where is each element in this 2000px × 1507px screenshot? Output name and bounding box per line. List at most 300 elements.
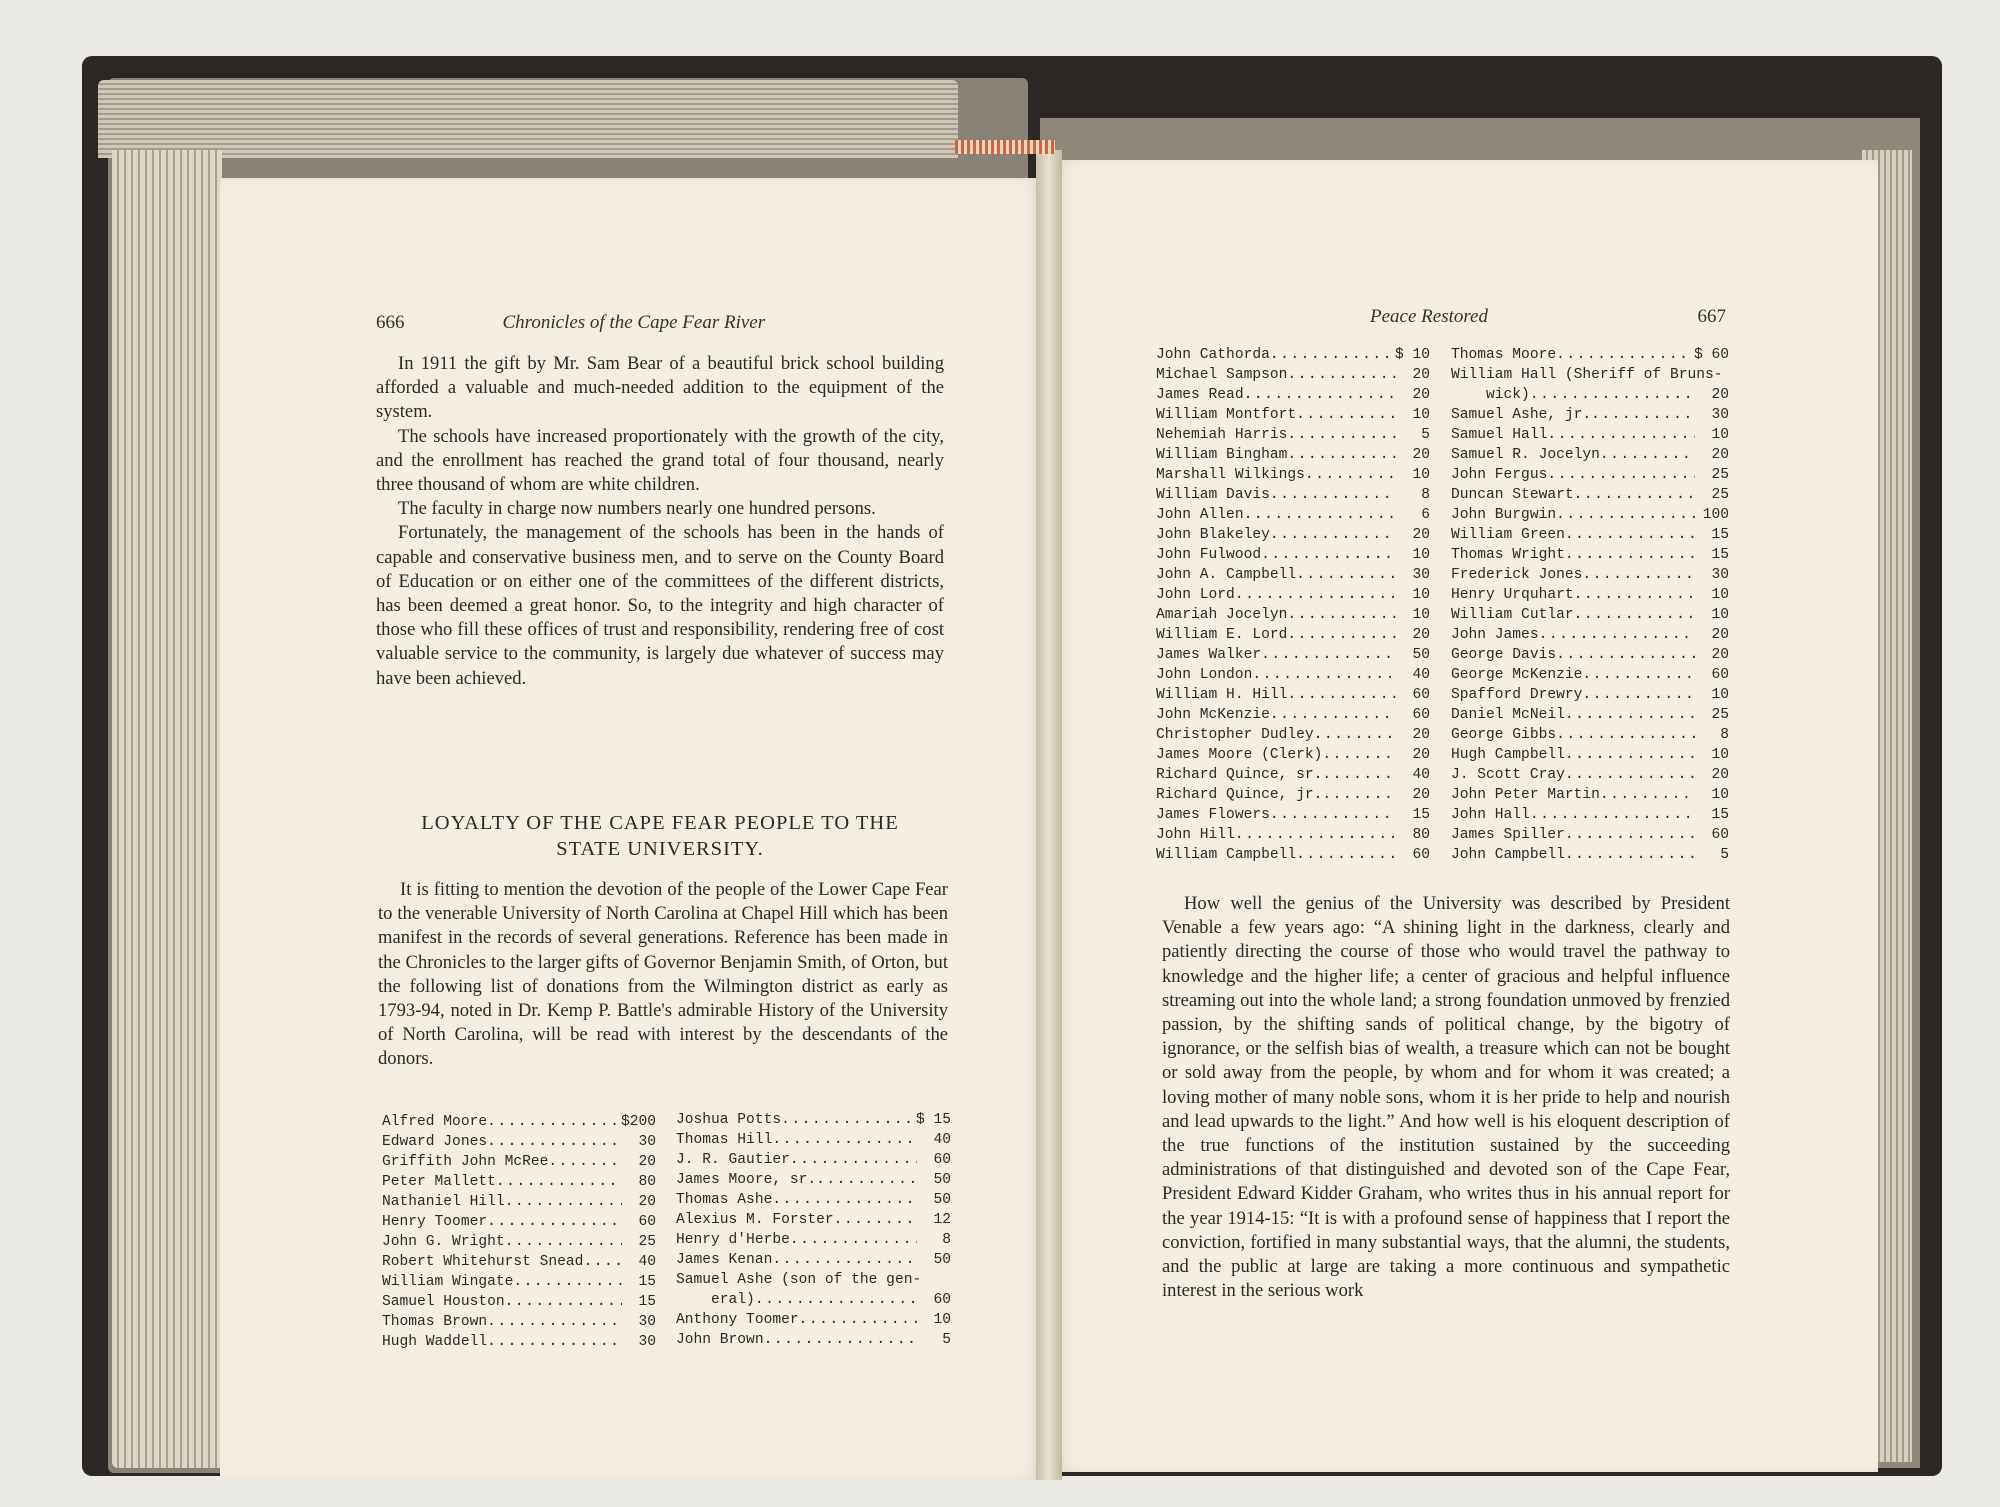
- donor-name: Hugh Campbell: [1451, 747, 1565, 763]
- donor-name: John Blakeley: [1156, 527, 1270, 543]
- leader-dots: [505, 1192, 622, 1212]
- donor-row: [1451, 785, 1729, 805]
- donor-name: William Hall (Sheriff of Bruns-: [1451, 367, 1723, 383]
- donor-row: [382, 1272, 656, 1292]
- donor-name: Alexius M. Forster: [676, 1212, 834, 1228]
- donor-row: [676, 1190, 951, 1210]
- donation-amount: 5: [942, 1332, 951, 1348]
- donation-amount: 10: [1711, 427, 1729, 443]
- leader-dots: [1556, 345, 1690, 365]
- leader-dots: [772, 1250, 917, 1270]
- leader-dots: [1556, 505, 1695, 525]
- leader-dots: [1235, 585, 1396, 605]
- paragraph: Fortunately, the management of the schools has been in the hands of capable and conservative business men, and to serve on the County Board of Education or on either one of the committees of the different districts, has been deemed a great honor. So, to the integrity and high character of those who fill these offices of trust and responsibility, rendering free of cost valuable service to the community, is largely due whatever of success may have been achieved.: [376, 522, 944, 689]
- donation-amount: 15: [1711, 527, 1729, 543]
- donor-name: William Davis: [1156, 487, 1270, 503]
- leader-dots: [772, 1190, 917, 1210]
- donation-amount: 20: [1412, 367, 1430, 383]
- leader-dots: [1322, 785, 1396, 805]
- section-heading: [376, 810, 944, 862]
- donor-row: [1451, 625, 1729, 645]
- donor-name: George McKenzie: [1451, 667, 1583, 683]
- leader-dots: [1314, 725, 1396, 745]
- section-title-line: STATE UNIVERSITY.: [556, 838, 764, 860]
- leader-dots: [1287, 605, 1396, 625]
- donor-name: Thomas Moore: [1451, 347, 1557, 363]
- donor-list-left-col1: [382, 1112, 656, 1352]
- leader-dots: [1270, 805, 1396, 825]
- leader-dots: [1270, 485, 1396, 505]
- donation-amount: 40: [638, 1254, 656, 1270]
- donation-amount: 50: [933, 1252, 951, 1268]
- donor-row: [1156, 425, 1430, 445]
- donor-list-right-col2: [1451, 345, 1729, 865]
- leader-dots: [487, 1132, 622, 1152]
- leader-dots: [1556, 725, 1695, 745]
- donation-amount: $ 60: [1693, 347, 1729, 363]
- donor-name: John Hall: [1451, 807, 1530, 823]
- donation-amount: 20: [1412, 787, 1430, 803]
- leader-dots: [1574, 485, 1695, 505]
- donation-amount: 10: [1412, 407, 1430, 423]
- leader-dots: [1565, 525, 1695, 545]
- leader-dots: [496, 1172, 622, 1192]
- leader-dots: [772, 1130, 917, 1150]
- donor-name: John James: [1451, 627, 1539, 643]
- donation-amount: 100: [1702, 507, 1729, 523]
- leader-dots: [799, 1310, 917, 1330]
- donor-row: [1451, 645, 1729, 665]
- donor-name: Samuel R. Jocelyn: [1451, 447, 1600, 463]
- donation-amount: 12: [933, 1212, 951, 1228]
- donor-row: [676, 1310, 951, 1330]
- donor-row: [1451, 745, 1729, 765]
- donation-amount: 8: [1720, 727, 1729, 743]
- donor-row: [676, 1110, 951, 1130]
- donor-name: John Fergus: [1451, 467, 1548, 483]
- donor-row: [382, 1252, 656, 1272]
- donor-name: James Kenan: [676, 1252, 773, 1268]
- leader-dots: [1287, 365, 1396, 385]
- donor-name: William H. Hill: [1156, 687, 1288, 703]
- donor-row: [1451, 365, 1729, 385]
- donor-name: Anthony Toomer: [676, 1312, 799, 1328]
- right-running-head: [1370, 306, 1726, 328]
- donor-row: [1156, 605, 1430, 625]
- donor-row: [1451, 685, 1729, 705]
- leader-dots: [1287, 425, 1396, 445]
- donor-row: [676, 1170, 951, 1190]
- donor-row: [1156, 365, 1430, 385]
- page-edges-left: [112, 150, 222, 1468]
- donor-row: [1451, 585, 1729, 605]
- donor-name: John Burgwin: [1451, 507, 1557, 523]
- leader-dots: [1287, 685, 1396, 705]
- donor-name: Joshua Potts: [676, 1112, 782, 1128]
- donor-name: Samuel Hall: [1451, 427, 1548, 443]
- donation-amount: 20: [638, 1194, 656, 1210]
- leader-dots: [790, 1230, 917, 1250]
- donation-amount: 15: [1711, 547, 1729, 563]
- donor-row: [1451, 825, 1729, 845]
- donor-row: [1451, 345, 1729, 365]
- leader-dots: [816, 1170, 917, 1190]
- donation-amount: $ 15: [915, 1112, 951, 1128]
- donation-amount: 60: [933, 1152, 951, 1168]
- donor-name: William Montfort: [1156, 407, 1297, 423]
- leader-dots: [1322, 745, 1396, 765]
- donor-row: [382, 1172, 656, 1192]
- donation-amount: 60: [1412, 847, 1430, 863]
- donor-row: [1451, 545, 1729, 565]
- leader-dots: [764, 1330, 917, 1350]
- donation-amount: $200: [620, 1114, 656, 1130]
- donor-row: [382, 1312, 656, 1332]
- donor-row: [1451, 665, 1729, 685]
- leader-dots: [1574, 585, 1695, 605]
- donation-amount: 10: [1711, 787, 1729, 803]
- donor-row: [382, 1232, 656, 1252]
- donor-row: [1451, 405, 1729, 425]
- donor-name: Duncan Stewart: [1451, 487, 1574, 503]
- donor-name: Henry Toomer: [382, 1214, 488, 1230]
- donor-row: [1156, 745, 1430, 765]
- donation-amount: 8: [1421, 487, 1430, 503]
- donation-amount: 60: [1412, 687, 1430, 703]
- donor-name: Richard Quince, sr.: [1156, 767, 1323, 783]
- leader-dots: [487, 1112, 617, 1132]
- leader-dots: [834, 1210, 917, 1230]
- donor-name: Frederick Jones: [1451, 567, 1583, 583]
- donor-name: George Davis: [1451, 647, 1557, 663]
- donation-amount: 10: [1412, 587, 1430, 603]
- donor-name: John G. Wright: [382, 1234, 505, 1250]
- donor-name: Hugh Waddell: [382, 1334, 488, 1350]
- donor-row: [1156, 545, 1430, 565]
- donation-amount: 20: [1412, 747, 1430, 763]
- donor-row: [382, 1152, 656, 1172]
- donation-amount: 80: [638, 1174, 656, 1190]
- donor-name: John Hill: [1156, 827, 1235, 843]
- leader-dots: [1582, 665, 1695, 685]
- leader-dots: [487, 1312, 622, 1332]
- leader-dots: [1244, 385, 1396, 405]
- donor-row: [1156, 645, 1430, 665]
- donor-name: eral): [676, 1292, 755, 1308]
- donor-row: [1156, 705, 1430, 725]
- donation-amount: 60: [1711, 667, 1729, 683]
- leader-dots: [790, 1150, 917, 1170]
- paragraph: The schools have increased proportionately with the growth of the city, and the enrollment has reached the grand total of four thousand, nearly three thousand of whom are white children.: [376, 425, 944, 496]
- donor-name: Alfred Moore: [382, 1114, 488, 1130]
- donation-amount: 20: [1412, 727, 1430, 743]
- donation-amount: 20: [1711, 447, 1729, 463]
- page-number: 666: [376, 312, 405, 333]
- donor-row: [1156, 385, 1430, 405]
- paragraph: How well the genius of the University was described by President Venable a few years ago: “A shining light in the darkness, clearly and patiently directing the course of those who would travel the pathway to knowledge and the higher life; a center of gracious and helpful influence streaming out into the whole land; a strong foundation unmoved by frenzied passion, by the shifting sands of political change, by the bigotry of ignorance, or the selfish bias of wealth, a treasure which can not be bought or sold away from the people, by whom and for whom it was created; a loving mother of many noble sons, whom it is her pride to help and nourish and lead upwards to the light.” And how well is his eloquent description of the true functions of the institution sustained by the succeeding administrations of that distinguished and devoted son of the Cape Fear, President Edward Kidder Graham, who writes thus in his annual report for the year 1914-15: “It is with a profound sense of happiness that I report the conviction, fortified in many substantial ways, that the alumni, the students, and the public at large are taking a more continuous and sympathetic interest in the serious work: [1162, 893, 1730, 1302]
- donor-name: James Flowers: [1156, 807, 1270, 823]
- donor-name: Spafford Drewry: [1451, 687, 1583, 703]
- donor-name: Amariah Jocelyn: [1156, 607, 1288, 623]
- donor-row: [1451, 465, 1729, 485]
- leader-dots: [1296, 845, 1396, 865]
- donor-name: Robert Whitehurst Snead: [382, 1254, 584, 1270]
- running-title: Peace Restored: [1370, 306, 1488, 327]
- leader-dots: [755, 1290, 917, 1310]
- donation-amount: 30: [1711, 567, 1729, 583]
- donor-name: John Campbell: [1451, 847, 1565, 863]
- donation-amount: 20: [1412, 387, 1430, 403]
- headband: [955, 140, 1055, 154]
- donation-amount: $ 10: [1394, 347, 1430, 363]
- donor-name: James Moore (Clerk): [1156, 747, 1323, 763]
- donor-name: William Wingate: [382, 1274, 514, 1290]
- section-body-text: [378, 878, 948, 1072]
- donor-name: J. R. Gautier: [676, 1152, 790, 1168]
- leader-dots: [1600, 445, 1695, 465]
- donor-row: [1451, 505, 1729, 525]
- donor-name: Christopher Dudley: [1156, 727, 1314, 743]
- leader-dots: [1565, 705, 1695, 725]
- leader-dots: [1574, 605, 1695, 625]
- donation-amount: 25: [1711, 467, 1729, 483]
- leader-dots: [1322, 765, 1396, 785]
- donor-name: wick): [1451, 387, 1530, 403]
- donor-row: [1156, 665, 1430, 685]
- paragraph: The faculty in charge now numbers nearly one hundred persons.: [398, 498, 876, 520]
- leader-dots: [1270, 345, 1391, 365]
- donor-row: [676, 1270, 951, 1290]
- donation-amount: 40: [933, 1132, 951, 1148]
- donor-name: Samuel Houston: [382, 1294, 505, 1310]
- donor-name: John Fulwood: [1156, 547, 1262, 563]
- leader-dots: [1244, 505, 1396, 525]
- donor-row: [676, 1330, 951, 1350]
- donation-amount: 10: [1711, 587, 1729, 603]
- donor-row: [676, 1290, 951, 1310]
- donor-row: [1451, 605, 1729, 625]
- donation-amount: 20: [638, 1154, 656, 1170]
- donor-name: James Read: [1156, 387, 1244, 403]
- donation-amount: 30: [1412, 567, 1430, 583]
- donation-amount: 80: [1412, 827, 1430, 843]
- leader-dots: [513, 1272, 622, 1292]
- donation-amount: 30: [1711, 407, 1729, 423]
- donor-row: [1156, 525, 1430, 545]
- leader-dots: [1582, 685, 1695, 705]
- donation-amount: 60: [638, 1214, 656, 1230]
- leader-dots: [1565, 845, 1695, 865]
- leader-dots: [1530, 805, 1695, 825]
- leader-dots: [1261, 645, 1396, 665]
- donation-amount: 60: [1412, 707, 1430, 723]
- donor-name: James Moore, sr.: [676, 1172, 817, 1188]
- donor-name: Michael Sampson: [1156, 367, 1288, 383]
- donation-amount: 30: [638, 1134, 656, 1150]
- donor-row: [1451, 485, 1729, 505]
- donor-row: [382, 1212, 656, 1232]
- leader-dots: [1591, 405, 1695, 425]
- donor-row: [1451, 385, 1729, 405]
- donation-amount: 15: [638, 1294, 656, 1310]
- donor-row: [382, 1332, 656, 1352]
- donor-name: Marshall Wilkings: [1156, 467, 1305, 483]
- donor-row: [1156, 685, 1430, 705]
- donor-row: [676, 1150, 951, 1170]
- donor-name: John London: [1156, 667, 1253, 683]
- donation-amount: 50: [1412, 647, 1430, 663]
- donation-amount: 10: [1412, 467, 1430, 483]
- leader-dots: [1270, 525, 1396, 545]
- donation-amount: 10: [1412, 607, 1430, 623]
- donation-amount: 20: [1711, 767, 1729, 783]
- donor-row: [382, 1192, 656, 1212]
- leader-dots: [1539, 625, 1695, 645]
- donor-name: Daniel McNeil: [1451, 707, 1565, 723]
- donation-amount: 50: [933, 1172, 951, 1188]
- donor-row: [676, 1250, 951, 1270]
- leader-dots: [487, 1212, 622, 1232]
- donation-amount: 10: [1711, 687, 1729, 703]
- donor-name: J. Scott Cray: [1451, 767, 1565, 783]
- donor-row: [1451, 765, 1729, 785]
- donation-amount: 25: [638, 1234, 656, 1250]
- donation-amount: 8: [942, 1232, 951, 1248]
- donation-amount: 20: [1711, 387, 1729, 403]
- donation-amount: 30: [638, 1334, 656, 1350]
- donation-amount: 10: [933, 1312, 951, 1328]
- donor-row: [1451, 805, 1729, 825]
- donor-row: [1451, 425, 1729, 445]
- leader-dots: [548, 1152, 622, 1172]
- donor-row: [1156, 465, 1430, 485]
- leader-dots: [505, 1292, 622, 1312]
- leader-dots: [1270, 705, 1396, 725]
- leader-dots: [1547, 425, 1695, 445]
- donation-amount: 10: [1711, 607, 1729, 623]
- leader-dots: [1296, 565, 1396, 585]
- section-title-line: LOYALTY OF THE CAPE FEAR PEOPLE TO THE: [421, 812, 899, 834]
- donation-amount: 15: [1711, 807, 1729, 823]
- paragraph: In 1911 the gift by Mr. Sam Bear of a beautiful brick school building afforded a valuable and much-needed addition to the equipment of the system.: [376, 353, 944, 423]
- leader-dots: [505, 1232, 622, 1252]
- donor-name: John A. Campbell: [1156, 567, 1297, 583]
- donation-amount: 30: [638, 1314, 656, 1330]
- donation-amount: 20: [1711, 627, 1729, 643]
- donor-name: George Gibbs: [1451, 727, 1557, 743]
- leader-dots: [1235, 825, 1396, 845]
- donor-name: William Campbell: [1156, 847, 1297, 863]
- donor-name: James Spiller: [1451, 827, 1565, 843]
- page-number: 667: [1697, 306, 1726, 327]
- page-edges-top: [98, 80, 958, 158]
- right-body-text: [1162, 892, 1730, 1303]
- donor-row: [676, 1130, 951, 1150]
- donor-name: John Lord: [1156, 587, 1235, 603]
- donor-name: William Bingham: [1156, 447, 1288, 463]
- donor-row: [1451, 565, 1729, 585]
- donation-amount: 10: [1711, 747, 1729, 763]
- leader-dots: [1547, 465, 1695, 485]
- donor-row: [1156, 725, 1430, 745]
- donor-row: [1156, 445, 1430, 465]
- donor-name: Peter Mallett: [382, 1174, 496, 1190]
- paragraph: It is fitting to mention the devotion of the people of the Lower Cape Fear to the venerable University of North Carolina at Chapel Hill which has been manifest in the records of several generations. Reference has been made in the Chronicles to the larger gifts of Governor Benjamin Smith, of Orton, but the following list of donations from the Wilmington district as early as 1793-94, noted in Dr. Kemp P. Battle's admirable History of the University of North Carolina, will be read with interest by the descendants of the donors.: [378, 879, 948, 1070]
- donation-amount: 20: [1711, 647, 1729, 663]
- leader-dots: [1582, 565, 1695, 585]
- leader-dots: [1287, 445, 1396, 465]
- donation-amount: 5: [1720, 847, 1729, 863]
- donor-row: [1156, 405, 1430, 425]
- donor-name: John Allen: [1156, 507, 1244, 523]
- donation-amount: 25: [1711, 707, 1729, 723]
- donor-row: [1451, 445, 1729, 465]
- donor-name: Henry Urquhart: [1451, 587, 1574, 603]
- leader-dots: [1530, 385, 1695, 405]
- donor-row: [1156, 565, 1430, 585]
- donor-row: [382, 1112, 656, 1132]
- donation-amount: 6: [1421, 507, 1430, 523]
- donor-name: John Peter Martin: [1451, 787, 1600, 803]
- donation-amount: 60: [1711, 827, 1729, 843]
- leader-dots: [1600, 785, 1695, 805]
- donation-amount: 5: [1421, 427, 1430, 443]
- leader-dots: [1556, 645, 1695, 665]
- donor-row: [1156, 585, 1430, 605]
- donor-row: [1451, 725, 1729, 745]
- donor-name: John Brown: [676, 1332, 764, 1348]
- donor-name: John McKenzie: [1156, 707, 1270, 723]
- left-running-head: [376, 312, 836, 334]
- donor-name: Nathaniel Hill: [382, 1194, 505, 1210]
- donor-name: Edward Jones: [382, 1134, 488, 1150]
- donor-row: [1156, 785, 1430, 805]
- donor-name: Thomas Wright: [1451, 547, 1565, 563]
- leader-dots: [1565, 745, 1695, 765]
- donor-row: [382, 1292, 656, 1312]
- leader-dots: [1565, 765, 1695, 785]
- donor-row: [1156, 485, 1430, 505]
- leader-dots: [1565, 825, 1695, 845]
- donation-amount: 20: [1412, 527, 1430, 543]
- donation-amount: 40: [1412, 767, 1430, 783]
- leader-dots: [1565, 545, 1695, 565]
- donation-amount: 50: [933, 1192, 951, 1208]
- donor-row: [1451, 525, 1729, 545]
- donor-row: [1156, 805, 1430, 825]
- donation-amount: 15: [1412, 807, 1430, 823]
- donor-name: William Green: [1451, 527, 1565, 543]
- donor-row: [676, 1230, 951, 1250]
- donor-name: William Cutlar: [1451, 607, 1574, 623]
- donor-row: [1156, 505, 1430, 525]
- donation-amount: 25: [1711, 487, 1729, 503]
- leader-dots: [1261, 545, 1396, 565]
- donor-name: James Walker: [1156, 647, 1262, 663]
- leader-dots: [1305, 465, 1396, 485]
- leader-dots: [487, 1332, 622, 1352]
- donor-row: [1156, 845, 1430, 865]
- donor-name: Thomas Brown: [382, 1314, 488, 1330]
- donor-name: Henry d'Herbe: [676, 1232, 790, 1248]
- donor-list-left-col2: [676, 1110, 951, 1350]
- donor-name: Richard Quince, jr.: [1156, 787, 1323, 803]
- donor-name: Thomas Ashe: [676, 1192, 773, 1208]
- donor-row: [1156, 625, 1430, 645]
- donation-amount: 10: [1412, 547, 1430, 563]
- donor-row: [1156, 825, 1430, 845]
- donation-amount: 15: [638, 1274, 656, 1290]
